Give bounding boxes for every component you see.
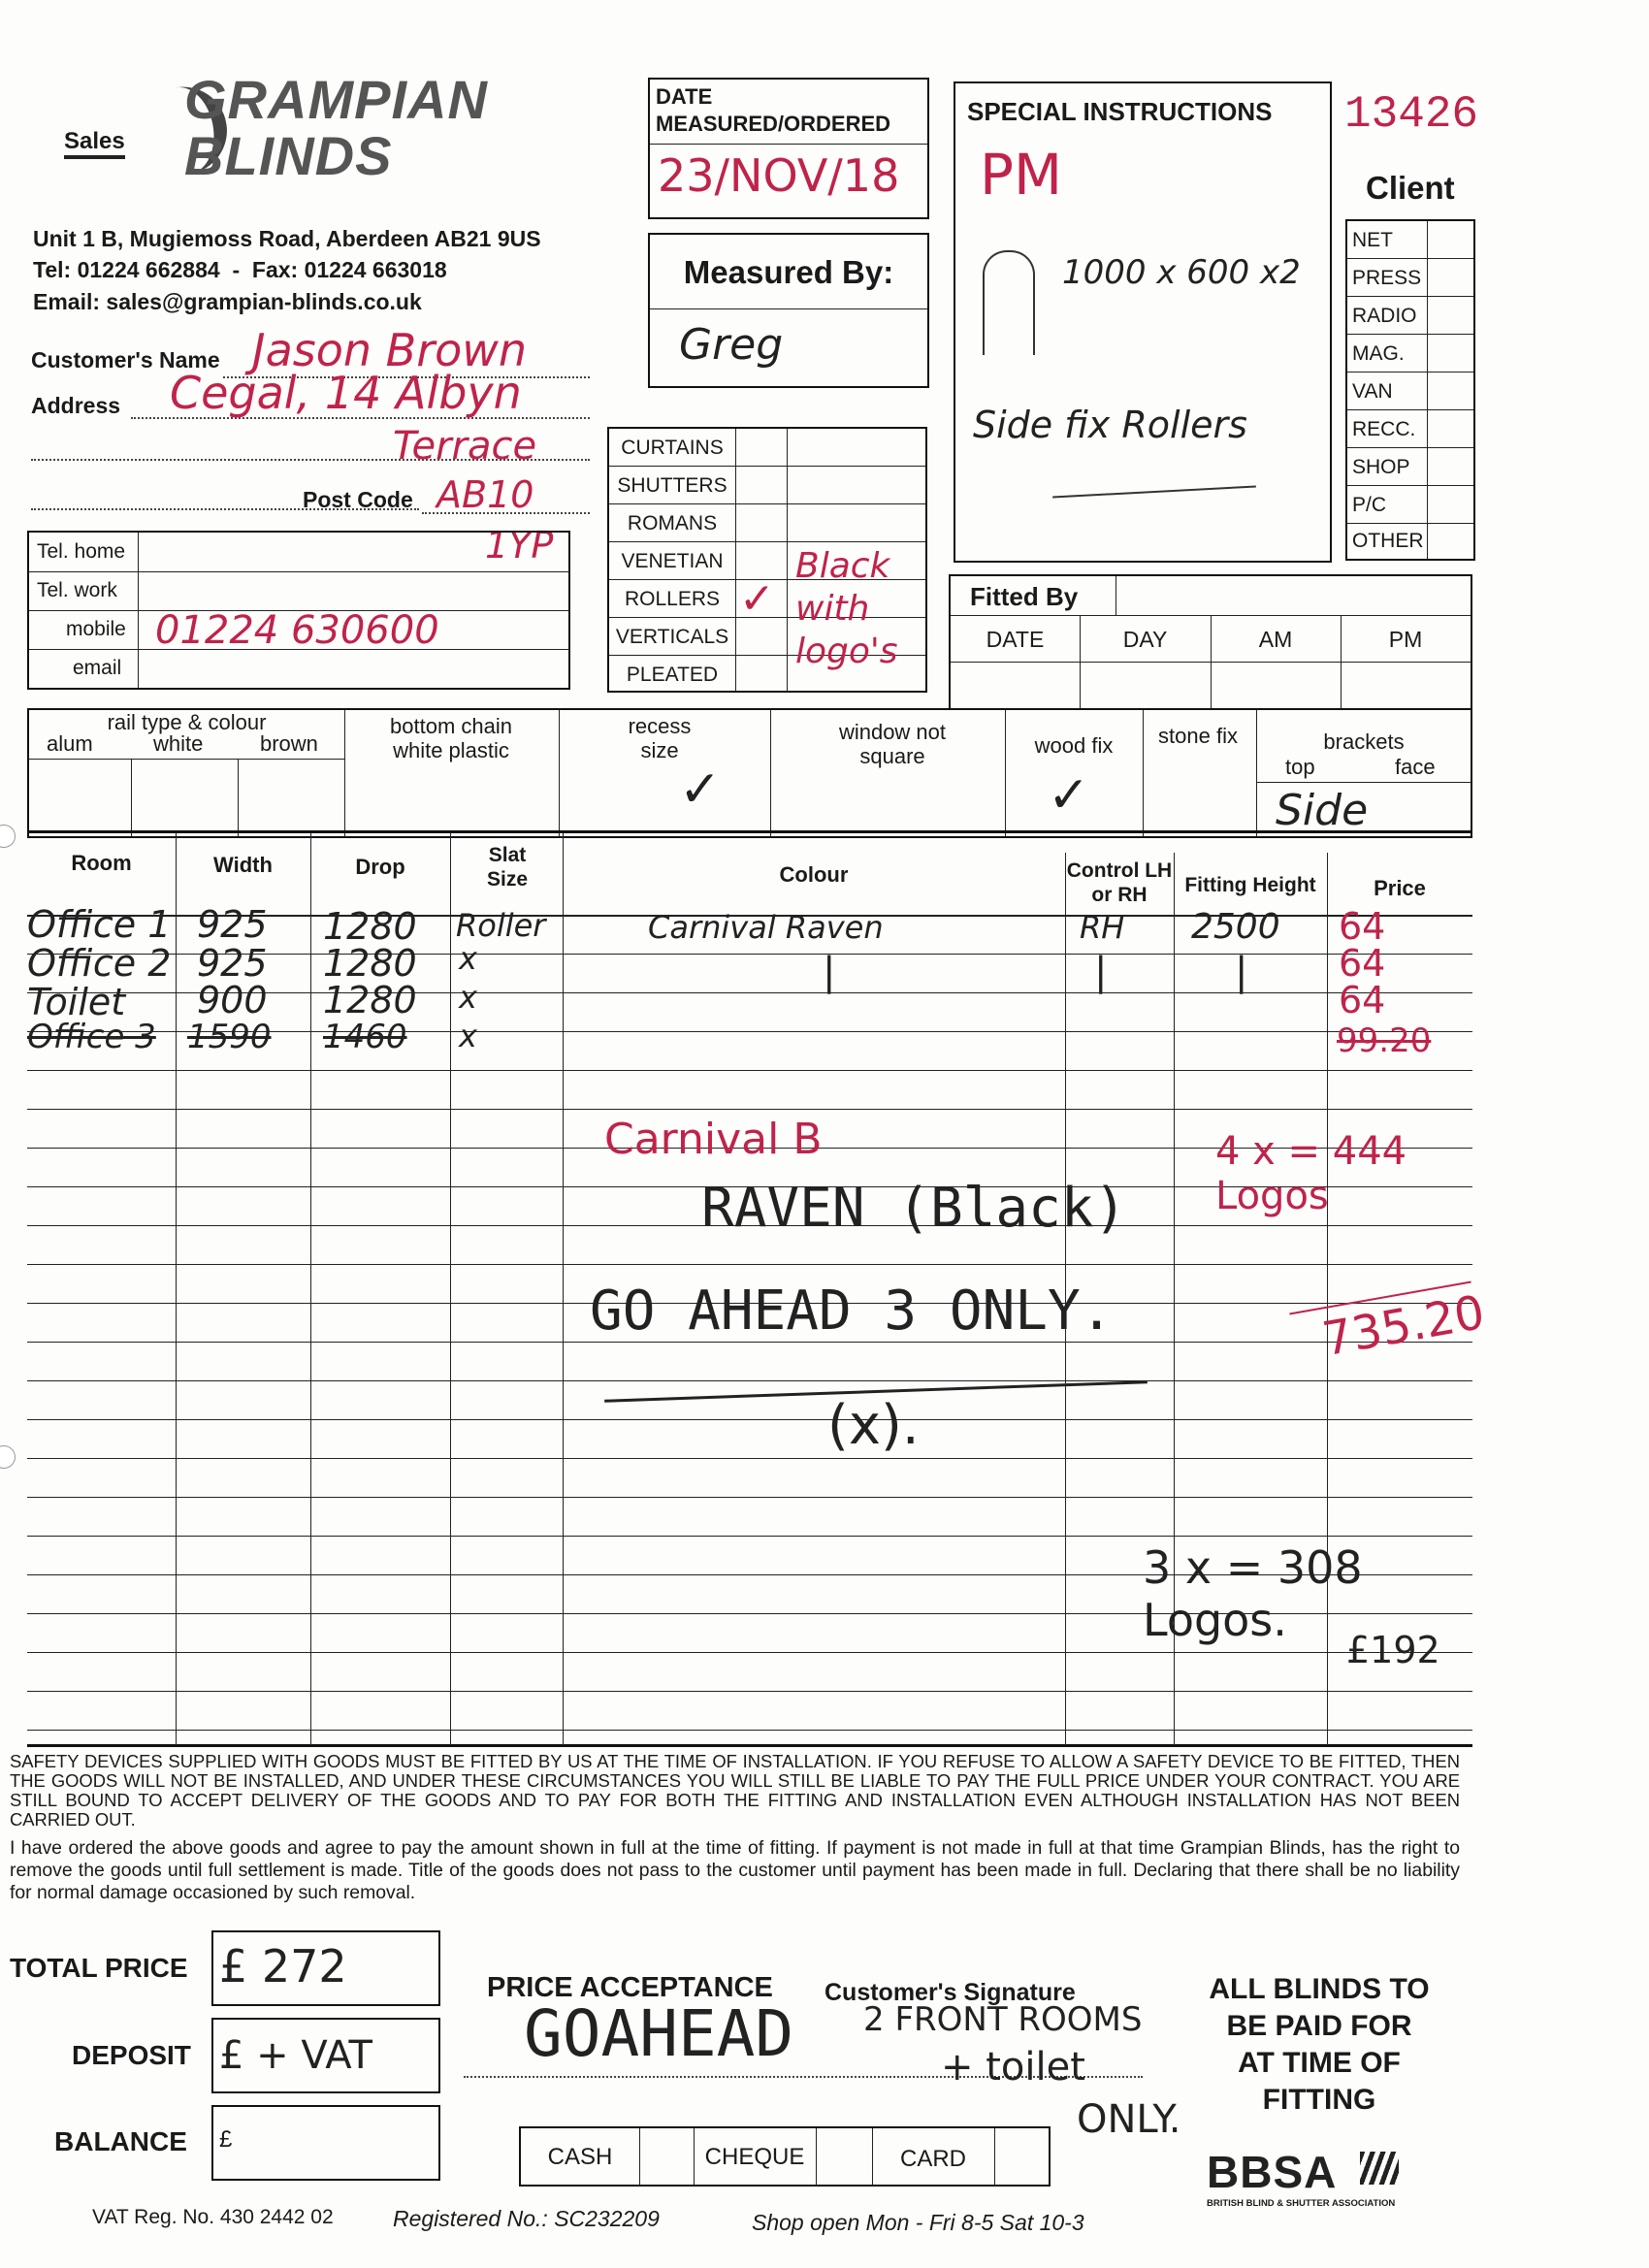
row4-width: 1590 [187, 1018, 272, 1056]
measured-by-value[interactable]: Greg [679, 320, 784, 370]
email-label: email [73, 657, 122, 679]
client-pc[interactable]: P/C [1352, 494, 1387, 516]
window-label: window not square [838, 720, 947, 768]
row2-colour: | [823, 950, 836, 994]
total-label: TOTAL PRICE [10, 1953, 188, 1983]
balance-label: BALANCE [54, 2126, 187, 2156]
row3-price: 64 [1339, 979, 1386, 1021]
mobile-label: mobile [66, 618, 126, 640]
fitted-pm-label: PM [1388, 627, 1423, 652]
paid-line4: FITTING [1262, 2084, 1376, 2116]
special-line2[interactable]: 1000 x 600 x2 [1062, 253, 1301, 292]
sketch-blind-icon [983, 250, 1035, 355]
acceptance-note2: + toilet [941, 2045, 1085, 2090]
col-room: Room [71, 851, 132, 875]
brackets-top: top [1285, 755, 1315, 779]
date-label: DATE MEASURED/ORDERED [656, 84, 891, 136]
row2-slat: x [459, 940, 477, 977]
acceptance-note3: ONLY. [1077, 2097, 1181, 2142]
special-instructions-box [954, 81, 1332, 563]
table-row[interactable] [27, 936, 1472, 994]
row1-room: Office 1 [27, 903, 172, 946]
client-label: Client [1366, 170, 1455, 206]
brackets-label: brackets [1323, 729, 1405, 754]
acceptance-note1: 2 FRONT ROOMS [863, 2000, 1143, 2039]
table-rule [27, 1070, 1472, 1071]
customer-name-value[interactable]: Jason Brown [252, 324, 528, 376]
client-table [1345, 219, 1475, 561]
punch-hole [0, 1445, 16, 1469]
paid-line2: BE PAID FOR [1226, 2010, 1412, 2042]
type-rollers[interactable]: ROLLERS [624, 588, 721, 610]
pay-cash[interactable]: CASH [547, 2144, 613, 2170]
payment-methods [519, 2126, 1051, 2187]
table-row[interactable] [27, 1014, 1472, 1060]
order-terms: I have ordered the above goods and agree to pay the amount shown in full at the time of fitting. If payment is not made in full at that time Grampian Blinds, has the right to remove the goods until full settlement is made. Title of the goods does not pass to the customer until payment has been made in full. Declaring that there shall be no liability for normal damage occasioned by such removal. [10, 1837, 1460, 1903]
row4-price: 99.20 [1337, 1021, 1432, 1060]
tel-home-label: Tel. home [37, 540, 126, 563]
note-total-crossed: 735.20 [1318, 1284, 1489, 1368]
bbsa-sub: BRITISH BLIND & SHUTTER ASSOCIATION [1207, 2198, 1396, 2209]
row2-height: | [1235, 950, 1248, 994]
tel-work-label: Tel. work [37, 579, 117, 601]
vat-number: VAT Reg. No. 430 2442 02 [92, 2206, 334, 2228]
order-table [27, 830, 1489, 1747]
col-control: Control LH or RH [1066, 859, 1173, 906]
note-raven: RAVEN (Black) [701, 1177, 1127, 1240]
date-box [648, 78, 929, 219]
logo-line2: BLINDS [184, 125, 393, 186]
logo-sales-tag: Sales [64, 128, 125, 159]
type-shutters[interactable]: SHUTTERS [617, 474, 728, 497]
col-drop: Drop [355, 855, 405, 879]
row1-drop: 1280 [323, 905, 417, 948]
note-logos4: 4 x = 444 Logos [1215, 1129, 1407, 1218]
deposit-value: £ + VAT [219, 2033, 372, 2078]
table-row[interactable] [27, 975, 1472, 1023]
row3-slat: x [459, 979, 477, 1016]
table-rule [27, 1109, 1472, 1110]
signature-label: Customer's Signature [824, 1979, 1076, 2006]
address-line2[interactable]: Terrace [393, 424, 537, 469]
paid-notice [1164, 1971, 1474, 2119]
options-strip [27, 708, 1472, 838]
address-label: Address [31, 393, 121, 418]
wood-check: ✓ [1048, 766, 1090, 825]
type-curtains[interactable]: CURTAINS [621, 437, 724, 459]
col-fitting-height: Fitting Height [1184, 874, 1316, 896]
row2-control: | [1094, 950, 1108, 994]
postcode-label: Post Code [303, 487, 413, 512]
table-row[interactable] [27, 897, 1472, 948]
contact-table [27, 531, 570, 690]
bbsa-logo [1203, 2146, 1426, 2223]
note-go-ahead: GO AHEAD 3 ONLY. [590, 1280, 1114, 1343]
row3-drop: 1280 [323, 979, 417, 1021]
type-pleated[interactable]: PLEATED [626, 664, 719, 686]
recess-check: ✓ [679, 761, 722, 819]
table-rule [27, 1691, 1472, 1692]
deposit-label: DEPOSIT [72, 2040, 191, 2070]
fitted-day-label: DAY [1122, 627, 1168, 652]
fitted-date-label: DATE [986, 627, 1045, 652]
row3-room: Toilet [27, 981, 126, 1023]
table-rule [27, 1730, 1472, 1731]
row4-slat: x [459, 1018, 477, 1054]
row4-room: Office 3 [27, 1018, 156, 1056]
note-x-mark: (x). [827, 1394, 920, 1457]
special-instructions-label: SPECIAL INSTRUCTIONS [967, 97, 1273, 126]
row1-slat: Roller [456, 907, 546, 944]
deposit-box[interactable] [211, 2018, 440, 2093]
row2-drop: 1280 [323, 942, 417, 985]
row1-colour: Carnival Raven [648, 909, 884, 946]
special-line1[interactable]: PM [980, 142, 1063, 208]
registered-number: Registered No.: SC232209 [393, 2206, 660, 2231]
row2-price: 64 [1339, 942, 1386, 985]
postcode-value-2[interactable]: 1YP [485, 524, 554, 567]
type-verticals[interactable]: VERTICALS [615, 626, 729, 648]
balance-box[interactable] [211, 2105, 440, 2181]
shop-hours: Shop open Mon - Fri 8-5 Sat 10-3 [752, 2210, 1084, 2235]
fitted-am-label: AM [1258, 627, 1293, 652]
pay-cheque[interactable]: CHEQUE [704, 2144, 805, 2170]
company-phone: Tel: 01224 662884 - Fax: 01224 663018 [33, 257, 447, 282]
row1-control: RH [1080, 909, 1125, 946]
client-radio[interactable]: RADIO [1352, 305, 1417, 327]
col-price: Price [1374, 876, 1426, 900]
client-other[interactable]: OTHER [1352, 530, 1424, 552]
logo [58, 68, 488, 186]
client-van[interactable]: VAN [1352, 380, 1393, 403]
total-value: £ 272 [219, 1940, 347, 1993]
table-rule [27, 1458, 1472, 1459]
postcode-value[interactable]: AB10 [436, 473, 534, 516]
row2-room: Office 2 [27, 942, 172, 985]
type-romans[interactable]: ROMANS [627, 512, 718, 535]
col-width: Width [213, 853, 273, 877]
table-rule [27, 1652, 1472, 1653]
col-slat: Slat Size [486, 844, 529, 891]
blind-note[interactable]: Black with logo's [795, 546, 898, 671]
note-l192: £192 [1346, 1629, 1440, 1671]
order-number: 13426 [1344, 89, 1479, 140]
bbsa-stripes-icon [1360, 2152, 1399, 2185]
rail-white: white [153, 731, 204, 756]
wood-label: wood fix [1034, 733, 1114, 758]
table-rule [27, 1380, 1472, 1381]
rollers-check-mark: ✓ [739, 574, 775, 624]
balance-value: £ [219, 2126, 233, 2153]
note-logos3: 3 x = 308 Logos. [1143, 1541, 1363, 1646]
bbsa-logo-text: BBSA [1207, 2147, 1338, 2197]
type-venetian[interactable]: VENETIAN [621, 550, 724, 572]
stone-label: stone fix [1158, 724, 1238, 748]
logo-line1: GRAMPIAN [184, 69, 488, 130]
date-value[interactable]: 23/NOV/18 [658, 149, 900, 202]
safety-terms: SAFETY DEVICES SUPPLIED WITH GOODS MUST BE FITTED BY US AT THE TIME OF INSTALLATION. IF YOU REFUSE TO ALLOW A SAFETY DEVICE TO BE FITTED, THEN THE GOODS WILL NOT BE INSTALLED, AND UNDER THESE CIRCUMSTANCES YOU WILL STILL BE LIABLE TO PAY THE FULL PRICE UNDER YOUR CONTRACT. YOU ARE STILL BOUND TO ACCEPT DELIVERY OF THE GOODS AND TO PAY FOR BOTH THE FITTING AND INSTALLATION EVEN ALTHOUGH INSTALLATION HAS NOT BEEN CARRIED OUT. [10, 1751, 1460, 1830]
client-shop[interactable]: SHOP [1352, 456, 1410, 478]
rail-label: rail type & colour [107, 710, 267, 734]
fitted-by-box [949, 574, 1472, 710]
paid-line3: AT TIME OF [1238, 2047, 1401, 2079]
table-rule [27, 1419, 1472, 1420]
col-colour: Colour [779, 862, 849, 887]
price-acceptance-label: PRICE ACCEPTANCE [487, 1972, 773, 2003]
row1-width: 925 [197, 903, 268, 946]
company-email: Email: sales@grampian-blinds.co.uk [33, 289, 422, 314]
recess-label: recess size [628, 714, 692, 762]
punch-hole [0, 825, 16, 848]
client-mag[interactable]: MAG. [1352, 342, 1405, 365]
table-rule [27, 1497, 1472, 1498]
table-rule [27, 1536, 1472, 1537]
client-recc[interactable]: RECC. [1352, 418, 1416, 440]
fitted-by-label: Fitted By [970, 582, 1079, 611]
special-line3[interactable]: Side fix Rollers [973, 404, 1247, 446]
row3-width: 900 [197, 979, 268, 1021]
row1-price: 64 [1339, 905, 1386, 948]
address-line1[interactable]: Cegal, 14 Albyn [170, 367, 522, 419]
mobile-field[interactable]: 01224 630600 [155, 608, 439, 653]
rail-alum: alum [47, 731, 93, 756]
customer-name-label: Customer's Name [31, 347, 220, 373]
blind-type-table [607, 427, 927, 693]
measured-by-label: Measured By: [683, 254, 894, 290]
chain-label: bottom chain white plastic [390, 714, 512, 762]
measured-by-box [648, 233, 929, 388]
company-address: Unit 1 B, Mugiemoss Road, Aberdeen AB21 9US [33, 226, 541, 251]
client-net[interactable]: NET [1352, 229, 1393, 251]
total-box[interactable] [211, 1930, 440, 2006]
note-carnival: Carnival B [604, 1115, 823, 1164]
signature-value: GOAHEAD [524, 1996, 794, 2071]
brackets-face: face [1395, 755, 1436, 779]
rail-brown: brown [260, 731, 318, 756]
client-press[interactable]: PRESS [1352, 267, 1422, 289]
row4-drop: 1460 [323, 1018, 407, 1056]
pay-card[interactable]: CARD [899, 2146, 966, 2172]
underline-stroke [1052, 486, 1256, 499]
paid-line1: ALL BLINDS TO [1209, 1973, 1430, 2005]
brackets-value[interactable]: Side [1276, 786, 1369, 835]
table-rule [27, 1264, 1472, 1265]
row1-height: 2500 [1191, 907, 1280, 947]
row2-width: 925 [197, 942, 268, 985]
